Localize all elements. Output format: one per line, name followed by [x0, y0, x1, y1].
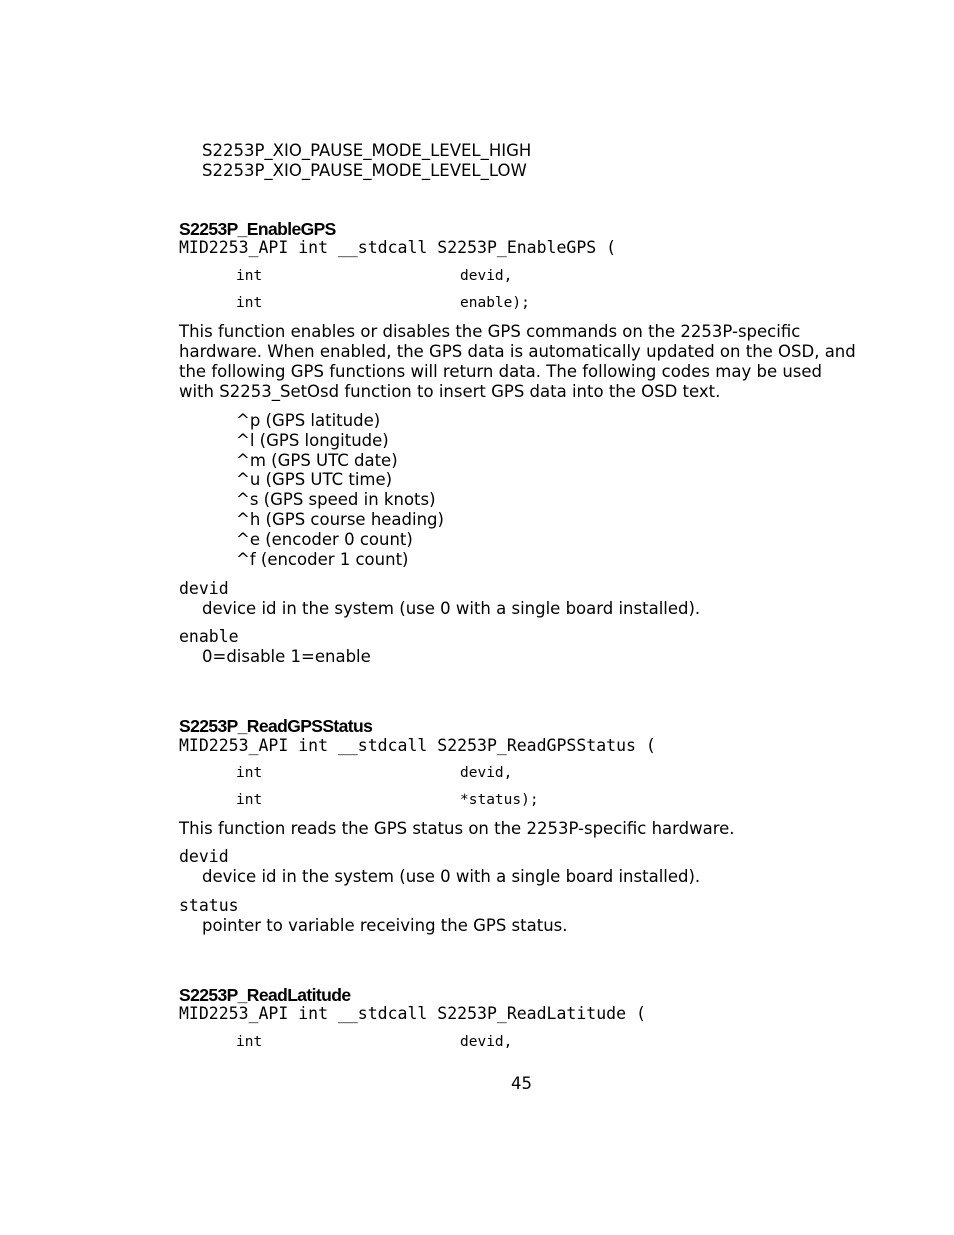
param-doc-desc: 0=disable 1=enable: [202, 647, 371, 666]
function-signature: MID2253_API int __stdcall S2253P_ReadGPSStatus (: [179, 736, 656, 755]
param-type: int: [236, 1034, 263, 1050]
osd-code-item: ^h (GPS course heading): [236, 509, 444, 529]
function-description: This function reads the GPS status on the 2253P-specific hardware.: [179, 819, 735, 838]
param-name: *status);: [460, 792, 539, 808]
param-doc-name: devid: [179, 847, 229, 866]
osd-code-item: ^u (GPS UTC time): [236, 470, 393, 490]
param-doc-desc: pointer to variable receiving the GPS status.: [202, 916, 568, 935]
param-type: int: [236, 765, 263, 781]
osd-code-item: ^s (GPS speed in knots): [236, 490, 436, 510]
param-doc-name: status: [179, 896, 239, 915]
param-name: devid,: [460, 1034, 513, 1050]
param-name: enable);: [460, 295, 530, 311]
constant-name: S2253P_XIO_PAUSE_MODE_LEVEL_HIGH: [202, 141, 532, 160]
function-heading: S2253P_ReadGPSStatus: [179, 716, 373, 736]
param-doc-desc: device id in the system (use 0 with a single board installed).: [202, 599, 701, 618]
param-name: devid,: [460, 268, 513, 284]
param-doc-desc: device id in the system (use 0 with a single board installed).: [202, 867, 701, 886]
function-heading: S2253P_EnableGPS: [179, 219, 336, 239]
function-signature: MID2253_API int __stdcall S2253P_ReadLatitude (: [179, 1004, 646, 1023]
param-name: devid,: [460, 765, 513, 781]
function-signature: MID2253_API int __stdcall S2253P_EnableGPS (: [179, 238, 617, 257]
param-type: int: [236, 792, 263, 808]
param-type: int: [236, 268, 263, 284]
osd-code-item: ^l (GPS longitude): [236, 430, 389, 450]
function-description: This function enables or disables the GPS commands on the 2253P-specific hardware. When enabled, the GPS data is automatically updated on the OSD, and the following GPS functions will return data. The following codes may be used with S2253_SetOsd function to insert GPS data into the OSD text.: [179, 322, 856, 401]
osd-code-item: ^f (encoder 1 count): [236, 549, 409, 569]
param-type: int: [236, 295, 263, 311]
osd-code-item: ^e (encoder 0 count): [236, 529, 413, 549]
osd-code-item: ^p (GPS latitude): [236, 411, 381, 430]
page-number: 45: [511, 1074, 532, 1093]
constant-name: S2253P_XIO_PAUSE_MODE_LEVEL_LOW: [202, 161, 527, 180]
function-heading: S2253P_ReadLatitude: [179, 985, 351, 1005]
osd-code-list: [236, 411, 444, 569]
osd-code-item: ^m (GPS UTC date): [236, 450, 398, 470]
param-doc-name: enable: [179, 627, 239, 646]
param-doc-name: devid: [179, 579, 229, 598]
